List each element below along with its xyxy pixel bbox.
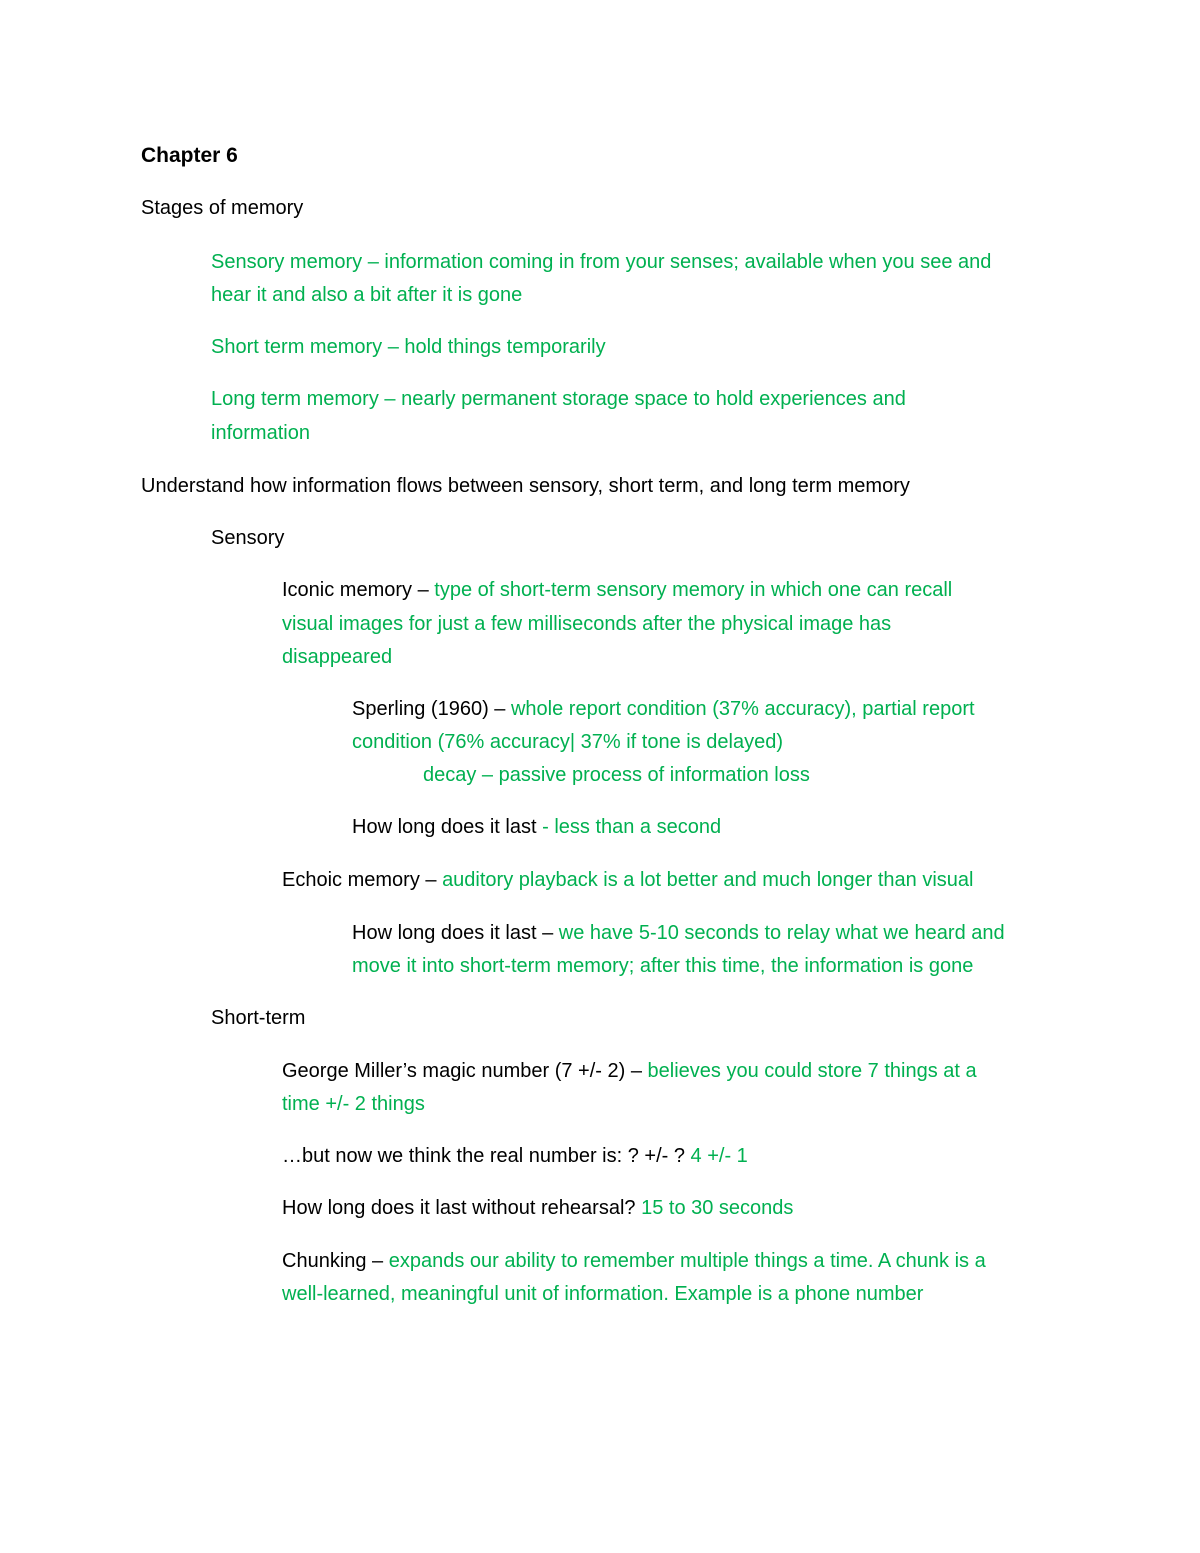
echoic-duration-answer: we have 5-10 seconds to relay what we heard and [558, 922, 1005, 944]
iconic-memory-definition: type of short-term sensory memory in which one can recall [434, 579, 953, 601]
miller-line-1 [282, 1055, 977, 1088]
echoic-memory-term: Echoic memory – [282, 869, 443, 891]
chunking-line-2: well-learned, meaningful unit of information. Example is a phone number [282, 1283, 924, 1305]
chapter-title: Chapter 6 [141, 144, 238, 167]
iconic-memory-line-2: visual images for just a few milliseconds after the physical image has [282, 613, 892, 635]
real-number [282, 1140, 748, 1173]
stage-sensory-line-1: Sensory memory – information coming in from your senses; available when you see and [211, 251, 992, 273]
iconic-duration-answer: - less than a second [542, 816, 722, 838]
chunking-line-1 [282, 1245, 986, 1278]
echoic-memory-definition: auditory playback is a lot better and much longer than visual [442, 869, 974, 891]
sperling-line-1 [352, 693, 975, 726]
echoic-duration-question: How long does it last – [352, 922, 559, 944]
subheading-short-term: Short-term [211, 1007, 306, 1029]
echoic-duration-line-1 [352, 917, 1005, 950]
real-number-answer: 4 +/- 1 [690, 1145, 748, 1167]
chunking-term: Chunking – [282, 1250, 389, 1272]
rehearsal-question: How long does it last without rehearsal? [282, 1197, 642, 1219]
section-heading-flow: Understand how information flows between sensory, short term, and long term memory [141, 475, 910, 497]
iconic-duration [352, 811, 721, 844]
stage-short-term: Short term memory – hold things temporarily [211, 336, 606, 358]
rehearsal-answer: 15 to 30 seconds [641, 1197, 794, 1219]
iconic-memory-line-1 [282, 574, 952, 607]
iconic-memory-line-3: disappeared [282, 646, 393, 668]
section-heading-stages: Stages of memory [141, 197, 304, 219]
real-number-question: …but now we think the real number is: ? +/- ? [282, 1145, 691, 1167]
echoic-duration-line-2: move it into short-term memory; after this time, the information is gone [352, 955, 974, 977]
sperling-definition: whole report condition (37% accuracy), partial report [510, 698, 975, 720]
sperling-line-2: condition (76% accuracy| 37% if tone is delayed) [352, 731, 783, 753]
miller-term: George Miller’s magic number (7 +/- 2) – [282, 1060, 648, 1082]
iconic-duration-question: How long does it last [352, 816, 543, 838]
sperling-term: Sperling (1960) – [352, 698, 511, 720]
rehearsal-duration [282, 1192, 793, 1225]
stage-long-term-line-1: Long term memory – nearly permanent storage space to hold experiences and [211, 388, 906, 410]
stage-long-term-line-2: information [211, 422, 310, 444]
iconic-memory-term: Iconic memory – [282, 579, 435, 601]
subheading-sensory: Sensory [211, 527, 285, 549]
miller-definition: believes you could store 7 things at a [647, 1060, 977, 1082]
stage-sensory-line-2: hear it and also a bit after it is gone [211, 284, 523, 306]
miller-line-2: time +/- 2 things [282, 1093, 425, 1115]
decay-definition: decay – passive process of information loss [423, 764, 810, 786]
echoic-memory [282, 864, 973, 897]
chunking-definition: expands our ability to remember multiple things a time. A chunk is a [388, 1250, 986, 1272]
